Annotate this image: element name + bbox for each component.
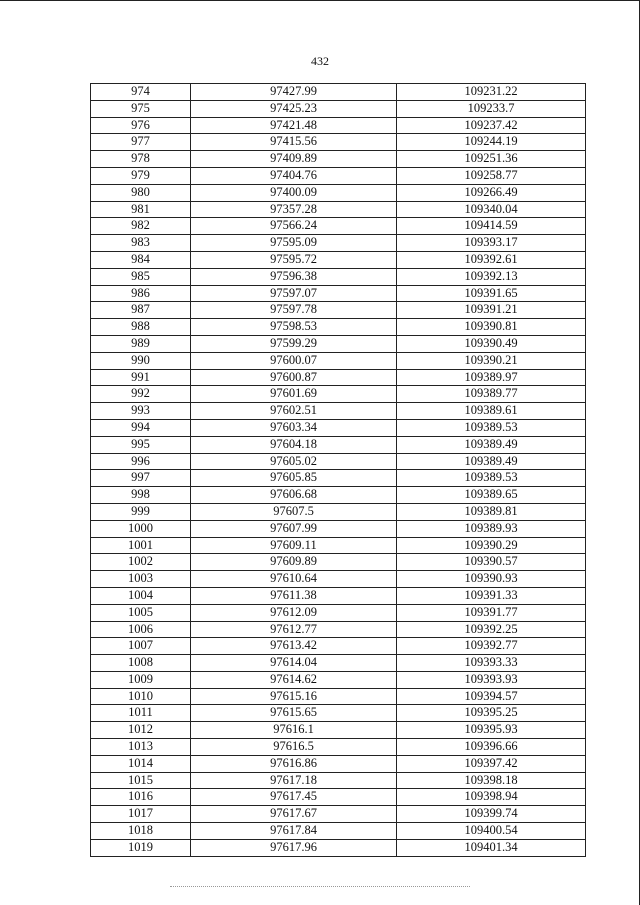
table-row <box>91 100 586 117</box>
y-coordinate-cell: 109389.53 <box>397 470 586 487</box>
point-number-cell: 1015 <box>91 772 191 789</box>
y-coordinate-cell: 109389.65 <box>397 487 586 504</box>
x-coordinate-cell: 97601.69 <box>191 386 397 403</box>
point-number-cell: 998 <box>91 487 191 504</box>
x-coordinate-cell: 97617.18 <box>191 772 397 789</box>
x-coordinate-cell: 97604.18 <box>191 436 397 453</box>
table-row <box>91 302 586 319</box>
x-coordinate-cell: 97607.5 <box>191 503 397 520</box>
x-coordinate-cell: 97612.09 <box>191 604 397 621</box>
table-row <box>91 537 586 554</box>
x-coordinate-cell: 97614.62 <box>191 671 397 688</box>
table-row <box>91 470 586 487</box>
point-number-cell: 988 <box>91 319 191 336</box>
y-coordinate-cell: 109401.34 <box>397 839 586 856</box>
x-coordinate-cell: 97357.28 <box>191 201 397 218</box>
y-coordinate-cell: 109244.19 <box>397 134 586 151</box>
table-row <box>91 352 586 369</box>
table-row <box>91 705 586 722</box>
x-coordinate-cell: 97595.72 <box>191 251 397 268</box>
footer-dotted-line <box>170 886 470 888</box>
x-coordinate-cell: 97415.56 <box>191 134 397 151</box>
x-coordinate-cell: 97606.68 <box>191 487 397 504</box>
y-coordinate-cell: 109389.77 <box>397 386 586 403</box>
y-coordinate-cell: 109396.66 <box>397 739 586 756</box>
point-number-cell: 979 <box>91 167 191 184</box>
y-coordinate-cell: 109393.93 <box>397 671 586 688</box>
table-row <box>91 84 586 101</box>
x-coordinate-cell: 97566.24 <box>191 218 397 235</box>
table-row <box>91 587 586 604</box>
table-row <box>91 722 586 739</box>
point-number-cell: 980 <box>91 184 191 201</box>
table-row <box>91 638 586 655</box>
y-coordinate-cell: 109389.49 <box>397 453 586 470</box>
y-coordinate-cell: 109390.81 <box>397 319 586 336</box>
y-coordinate-cell: 109391.21 <box>397 302 586 319</box>
x-coordinate-cell: 97404.76 <box>191 167 397 184</box>
point-number-cell: 987 <box>91 302 191 319</box>
y-coordinate-cell: 109398.18 <box>397 772 586 789</box>
x-coordinate-cell: 97598.53 <box>191 319 397 336</box>
table-row <box>91 823 586 840</box>
y-coordinate-cell: 109231.22 <box>397 84 586 101</box>
x-coordinate-cell: 97615.16 <box>191 688 397 705</box>
y-coordinate-cell: 109395.25 <box>397 705 586 722</box>
point-number-cell: 992 <box>91 386 191 403</box>
y-coordinate-cell: 109389.49 <box>397 436 586 453</box>
x-coordinate-cell: 97612.77 <box>191 621 397 638</box>
x-coordinate-cell: 97609.89 <box>191 554 397 571</box>
table-row <box>91 655 586 672</box>
y-coordinate-cell: 109391.65 <box>397 285 586 302</box>
table-row <box>91 319 586 336</box>
x-coordinate-cell: 97614.04 <box>191 655 397 672</box>
point-number-cell: 1010 <box>91 688 191 705</box>
table-row <box>91 184 586 201</box>
point-number-cell: 1008 <box>91 655 191 672</box>
y-coordinate-cell: 109397.42 <box>397 755 586 772</box>
y-coordinate-cell: 109390.93 <box>397 571 586 588</box>
page-number: 432 <box>311 54 329 68</box>
y-coordinate-cell: 109392.25 <box>397 621 586 638</box>
x-coordinate-cell: 97616.86 <box>191 755 397 772</box>
table-row <box>91 436 586 453</box>
table-row <box>91 167 586 184</box>
x-coordinate-cell: 97427.99 <box>191 84 397 101</box>
x-coordinate-cell: 97616.1 <box>191 722 397 739</box>
y-coordinate-cell: 109399.74 <box>397 806 586 823</box>
x-coordinate-cell: 97616.5 <box>191 739 397 756</box>
table-row <box>91 621 586 638</box>
point-number-cell: 994 <box>91 419 191 436</box>
point-number-cell: 997 <box>91 470 191 487</box>
table-row <box>91 218 586 235</box>
point-number-cell: 1009 <box>91 671 191 688</box>
y-coordinate-cell: 109389.93 <box>397 520 586 537</box>
y-coordinate-cell: 109233.7 <box>397 100 586 117</box>
table-row <box>91 739 586 756</box>
point-number-cell: 983 <box>91 235 191 252</box>
table-row <box>91 335 586 352</box>
point-number-cell: 1013 <box>91 739 191 756</box>
point-number-cell: 995 <box>91 436 191 453</box>
y-coordinate-cell: 109391.77 <box>397 604 586 621</box>
point-number-cell: 986 <box>91 285 191 302</box>
table-row <box>91 554 586 571</box>
point-number-cell: 975 <box>91 100 191 117</box>
coordinate-table <box>90 83 586 857</box>
x-coordinate-cell: 97602.51 <box>191 403 397 420</box>
y-coordinate-cell: 109389.97 <box>397 369 586 386</box>
point-number-cell: 1002 <box>91 554 191 571</box>
table-row <box>91 201 586 218</box>
table-row <box>91 403 586 420</box>
table-row <box>91 453 586 470</box>
table-row <box>91 671 586 688</box>
x-coordinate-cell: 97600.07 <box>191 352 397 369</box>
y-coordinate-cell: 109389.53 <box>397 419 586 436</box>
point-number-cell: 993 <box>91 403 191 420</box>
point-number-cell: 1001 <box>91 537 191 554</box>
y-coordinate-cell: 109390.29 <box>397 537 586 554</box>
y-coordinate-cell: 109392.61 <box>397 251 586 268</box>
table-row <box>91 688 586 705</box>
table-row <box>91 772 586 789</box>
point-number-cell: 1006 <box>91 621 191 638</box>
point-number-cell: 1014 <box>91 755 191 772</box>
y-coordinate-cell: 109390.49 <box>397 335 586 352</box>
x-coordinate-cell: 97425.23 <box>191 100 397 117</box>
y-coordinate-cell: 109237.42 <box>397 117 586 134</box>
point-number-cell: 1012 <box>91 722 191 739</box>
table-row <box>91 235 586 252</box>
x-coordinate-cell: 97600.87 <box>191 369 397 386</box>
table-row <box>91 806 586 823</box>
point-number-cell: 984 <box>91 251 191 268</box>
table-row <box>91 419 586 436</box>
x-coordinate-cell: 97597.78 <box>191 302 397 319</box>
point-number-cell: 1011 <box>91 705 191 722</box>
x-coordinate-cell: 97617.67 <box>191 806 397 823</box>
point-number-cell: 1018 <box>91 823 191 840</box>
table-row <box>91 151 586 168</box>
table-row <box>91 285 586 302</box>
table-row <box>91 134 586 151</box>
y-coordinate-cell: 109390.21 <box>397 352 586 369</box>
table-row <box>91 755 586 772</box>
point-number-cell: 1016 <box>91 789 191 806</box>
x-coordinate-cell: 97609.11 <box>191 537 397 554</box>
point-number-cell: 977 <box>91 134 191 151</box>
x-coordinate-cell: 97400.09 <box>191 184 397 201</box>
y-coordinate-cell: 109340.04 <box>397 201 586 218</box>
y-coordinate-cell: 109389.81 <box>397 503 586 520</box>
y-coordinate-cell: 109390.57 <box>397 554 586 571</box>
y-coordinate-cell: 109391.33 <box>397 587 586 604</box>
coordinate-table-body <box>91 84 586 857</box>
y-coordinate-cell: 109258.77 <box>397 167 586 184</box>
point-number-cell: 1004 <box>91 587 191 604</box>
x-coordinate-cell: 97607.99 <box>191 520 397 537</box>
y-coordinate-cell: 109400.54 <box>397 823 586 840</box>
table-row <box>91 604 586 621</box>
point-number-cell: 985 <box>91 268 191 285</box>
x-coordinate-cell: 97613.42 <box>191 638 397 655</box>
point-number-cell: 1003 <box>91 571 191 588</box>
x-coordinate-cell: 97617.84 <box>191 823 397 840</box>
table-row <box>91 789 586 806</box>
y-coordinate-cell: 109398.94 <box>397 789 586 806</box>
x-coordinate-cell: 97617.45 <box>191 789 397 806</box>
x-coordinate-cell: 97610.64 <box>191 571 397 588</box>
point-number-cell: 989 <box>91 335 191 352</box>
table-row <box>91 520 586 537</box>
x-coordinate-cell: 97615.65 <box>191 705 397 722</box>
x-coordinate-cell: 97617.96 <box>191 839 397 856</box>
x-coordinate-cell: 97597.07 <box>191 285 397 302</box>
y-coordinate-cell: 109414.59 <box>397 218 586 235</box>
point-number-cell: 991 <box>91 369 191 386</box>
table-row <box>91 251 586 268</box>
point-number-cell: 981 <box>91 201 191 218</box>
table-row <box>91 117 586 134</box>
point-number-cell: 1000 <box>91 520 191 537</box>
point-number-cell: 1017 <box>91 806 191 823</box>
point-number-cell: 978 <box>91 151 191 168</box>
x-coordinate-cell: 97596.38 <box>191 268 397 285</box>
x-coordinate-cell: 97605.02 <box>191 453 397 470</box>
table-row <box>91 503 586 520</box>
table-row <box>91 268 586 285</box>
point-number-cell: 974 <box>91 84 191 101</box>
table-row <box>91 839 586 856</box>
x-coordinate-cell: 97409.89 <box>191 151 397 168</box>
y-coordinate-cell: 109393.17 <box>397 235 586 252</box>
table-row <box>91 369 586 386</box>
x-coordinate-cell: 97595.09 <box>191 235 397 252</box>
x-coordinate-cell: 97611.38 <box>191 587 397 604</box>
table-row <box>91 571 586 588</box>
table-row <box>91 487 586 504</box>
page-border-top <box>0 0 640 1</box>
point-number-cell: 990 <box>91 352 191 369</box>
table-row <box>91 386 586 403</box>
point-number-cell: 1019 <box>91 839 191 856</box>
y-coordinate-cell: 109389.61 <box>397 403 586 420</box>
y-coordinate-cell: 109392.13 <box>397 268 586 285</box>
x-coordinate-cell: 97599.29 <box>191 335 397 352</box>
y-coordinate-cell: 109251.36 <box>397 151 586 168</box>
point-number-cell: 996 <box>91 453 191 470</box>
point-number-cell: 982 <box>91 218 191 235</box>
point-number-cell: 1005 <box>91 604 191 621</box>
y-coordinate-cell: 109393.33 <box>397 655 586 672</box>
y-coordinate-cell: 109395.93 <box>397 722 586 739</box>
x-coordinate-cell: 97605.85 <box>191 470 397 487</box>
y-coordinate-cell: 109392.77 <box>397 638 586 655</box>
point-number-cell: 976 <box>91 117 191 134</box>
y-coordinate-cell: 109394.57 <box>397 688 586 705</box>
point-number-cell: 999 <box>91 503 191 520</box>
x-coordinate-cell: 97421.48 <box>191 117 397 134</box>
point-number-cell: 1007 <box>91 638 191 655</box>
x-coordinate-cell: 97603.34 <box>191 419 397 436</box>
y-coordinate-cell: 109266.49 <box>397 184 586 201</box>
